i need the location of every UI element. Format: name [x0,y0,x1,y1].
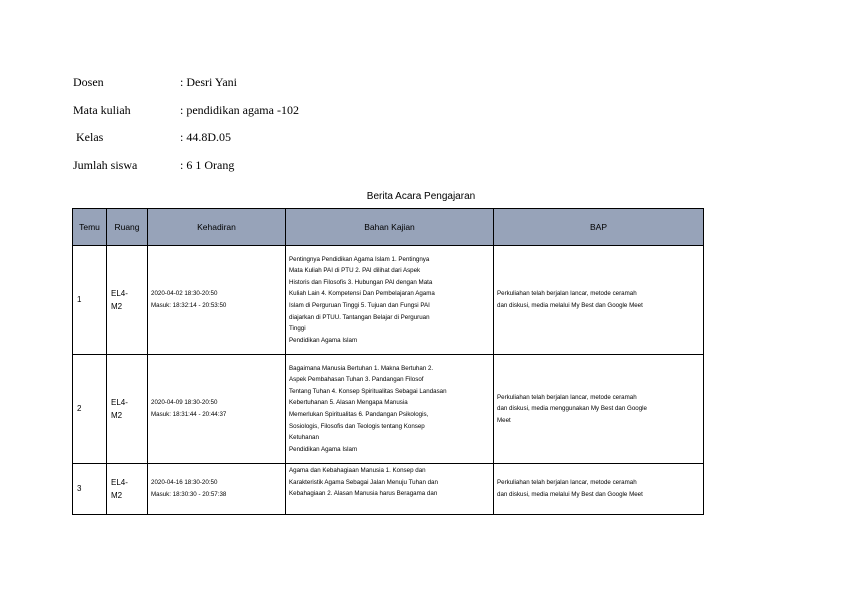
bahan-line: Agama dan Kebahagiaan Manusia 1. Konsep dan [289,467,426,474]
ruang-line: M2 [111,302,123,311]
bahan-line: Kebahagiaan 2. Alasan Manusia harus Beragama dan [289,490,438,498]
dosen-label: Dosen [73,75,104,89]
bap-line: Perkuliahan telah berjalan lancar, metode ceramah [497,393,637,401]
bap-table [72,208,704,515]
bahan-line: Tentang Tuhan 4. Konsep Spiritualitas Sebagai Landasan [289,387,447,395]
cell-temu: 2 [73,355,107,464]
cell-temu: 1 [73,246,107,355]
matkul-label: Mata kuliah [73,103,131,117]
ruang-line: EL4- [111,289,128,298]
bap-line: dan diskusi, media melalui My Best dan Google Meet [497,302,643,309]
bahan-line: Karakteristik Agama Sebagai Jalan Menuju Tuhan dan [289,478,438,486]
page-title: Berita Acara Pengajaran [366,191,476,202]
bahan-line: Sosiologis, Filosofis dan Teologis tentang Konsep [289,422,425,430]
cell-bap [494,246,704,355]
table-header-row [73,209,704,246]
kelas-value: : 44.8D.05 [180,130,231,144]
cell-ruang [107,355,148,464]
cell-ruang [107,464,148,515]
bahan-line: Pentingnya Pendidikan Agama Islam 1. Pentingnya [289,255,430,263]
cell-ruang [107,246,148,355]
bap-line: dan diskusi, media menggunakan My Best dan Google [497,405,647,413]
bahan-line: Mata Kuliah PAI di PTU 2. PAI dilihat dari Aspek [289,267,421,275]
kehadiran-schedule: 2020-04-09 18:30-20:50 [151,399,218,407]
cell-bap [494,464,704,515]
ruang-line: EL4- [111,478,128,487]
kehadiran-schedule: 2020-04-16 18:30-20:50 [151,479,218,487]
bahan-line: Memerlukan Spiritualitas 6. Pandangan Psikologis, [289,411,429,418]
table-row [73,246,704,355]
bahan-line: Kebertuhanan 5. Alasan Mengapa Manusia [289,399,408,407]
cell-bahan-kajian [286,246,494,355]
header-bahan-kajian: Bahan Kajian [286,209,494,246]
kelas-label: Kelas [76,130,104,144]
bahan-line: Islam di Perguruan Tinggi 5. Tujuan dan Fungsi PAI [289,302,430,309]
ruang-line: EL4- [111,398,128,407]
bap-line: Meet [497,416,511,424]
cell-bap [494,355,704,464]
cell-bahan-kajian [286,464,494,515]
bahan-line: Ketuhanan [289,434,319,442]
header-kehadiran: Kehadiran [148,209,286,246]
bahan-line: Tinggi [289,325,306,333]
bap-line: Perkuliahan telah berjalan lancar, metode ceramah [497,290,637,298]
bahan-line: Kuliah Lain 4. Kompetensi Dan Pembelajaran Agama [289,290,435,298]
cell-kehadiran [148,246,286,355]
bahan-line: Pendidikan Agama Islam [289,336,358,344]
header-ruang: Ruang [107,209,148,246]
bahan-line: Aspek Pembahasan Tuhan 3. Pandangan Filosof [289,376,424,384]
bap-line: Perkuliahan telah berjalan lancar, metode ceramah [497,479,637,487]
dosen-value: : Desri Yani [180,75,238,89]
bahan-line: Historis dan Filosofis 3. Hubungan PAI dengan Mata [289,278,433,286]
jumlah-value: : 6 1 Orang [180,158,235,172]
bahan-line: diajarkan di PTUU. Tantangan Belajar di Perguruan [289,313,430,321]
matkul-value: : pendidikan agama -102 [180,103,299,117]
header-bap: BAP [494,209,704,246]
cell-kehadiran [148,464,286,515]
header-temu: Temu [73,209,107,246]
table-row [73,464,704,515]
bahan-line: Pendidikan Agama Islam [289,445,358,453]
kehadiran-masuk: Masuk: 18:30:30 - 20:57:38 [151,491,227,498]
kehadiran-masuk: Masuk: 18:31:44 - 20:44:37 [151,411,227,418]
kehadiran-masuk: Masuk: 18:32:14 - 20:53:50 [151,302,227,309]
bap-line: dan diskusi, media melalui My Best dan Google Meet [497,491,643,498]
cell-bahan-kajian [286,355,494,464]
ruang-line: M2 [111,491,123,500]
cell-temu: 3 [73,464,107,515]
bahan-line: Bagaimana Manusia Bertuhan 1. Makna Bertuhan 2. [289,364,434,372]
table-row [73,355,704,464]
jumlah-label: Jumlah siswa [73,158,138,172]
cell-kehadiran [148,355,286,464]
ruang-line: M2 [111,411,123,420]
kehadiran-schedule: 2020-04-02 18:30-20:50 [151,290,218,298]
